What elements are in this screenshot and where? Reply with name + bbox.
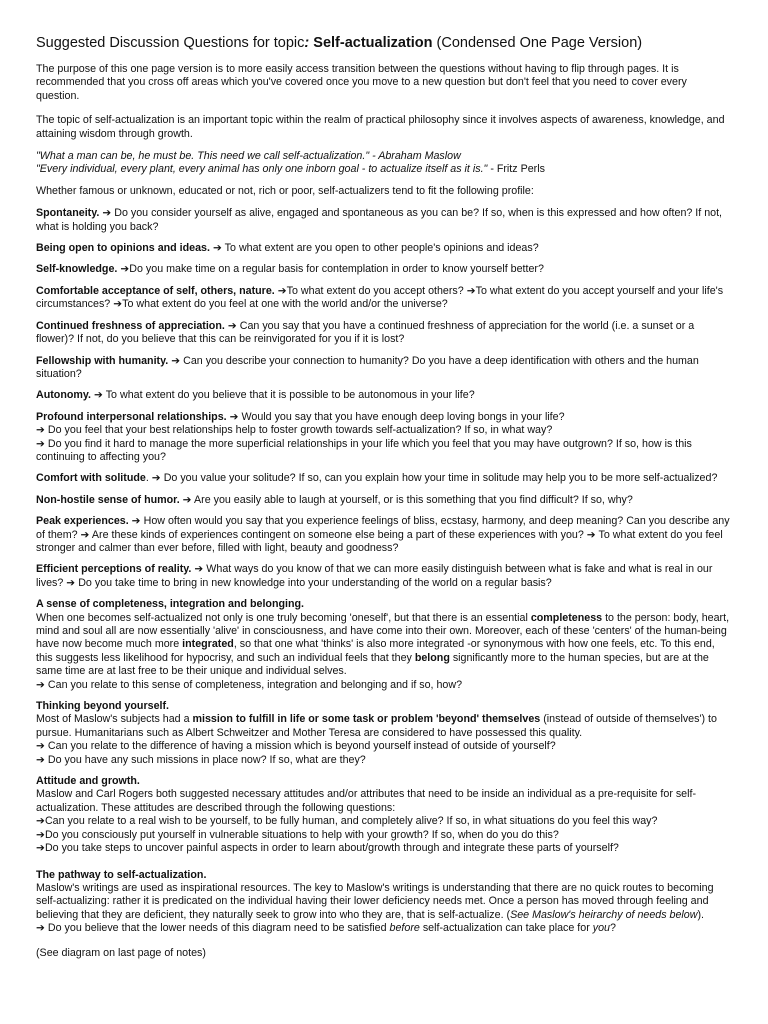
document-title — [36, 34, 732, 52]
quote-maslow — [36, 150, 732, 163]
section-heading: Peak experiences. — [36, 515, 129, 528]
section-text: ). — [697, 908, 704, 921]
section-text: Maslow's writings are used as inspirational resources. The key to Maslow's writings is understanding that there are no quick routes to becoming self-actualizing: rather it is predicated on the individual having their lower deficiency needs met. Once a person has moved through feeling and believing that they are deficient, they naturally seek to grow into who they are, that is self-actualize. ( — [36, 881, 714, 921]
section-pathway — [36, 869, 732, 936]
section-text: Most of Maslow's subjects had a — [36, 713, 193, 726]
section-text: ➔ Can you say that you have a continued freshness of appreciation for the world (i.e. a sunset or a flower)? If not, do you believe that this can be reinvigorated for you if it is lost? — [36, 319, 695, 346]
section-text: ➔ Are you easily able to laugh at yourself, or is this something that you find difficult? If so, why? — [179, 493, 633, 506]
section-perceptions — [36, 563, 732, 590]
question-text: ➔ Do you believe that the lower needs of this diagram need to be satisfied — [36, 922, 390, 935]
section-spontaneity — [36, 207, 732, 234]
question-line: ➔ Do you feel that your best relationships help to foster growth towards self-actualization? If so, in what way? — [36, 424, 553, 437]
section-freshness — [36, 320, 732, 347]
section-open-to-opinions — [36, 242, 732, 255]
quotes-block — [36, 150, 732, 177]
section-heading: Autonomy. — [36, 389, 92, 402]
question-text: ? — [609, 922, 616, 935]
section-relationships — [36, 411, 732, 465]
section-heading: Continued freshness of appreciation. — [36, 319, 225, 332]
section-text: . ➔ Do you value your solitude? If so, can you explain how your time in solitude may help you to be more self-actualized? — [145, 472, 718, 485]
title-topic: Self-actualization — [313, 35, 433, 51]
emphasis-mission: mission to fulfill in life or some task or problem 'beyond' themselves — [192, 713, 541, 726]
emphasis-belong: belong — [414, 651, 450, 664]
section-text: Maslow and Carl Rogers both suggested necessary attitudes and/or attributes that need to be inside an individual as a pre-requisite for self-actualization. These attitudes are described through the following questions: — [36, 788, 697, 814]
profile-intro: Whether famous or unknown, educated or not, rich or poor, self-actualizers tend to fit the following profile: — [36, 184, 534, 197]
question-line: ➔ Can you relate to this sense of completeness, integration and belonging and if so, how? — [36, 678, 463, 691]
section-heading: Non-hostile sense of humor. — [36, 493, 180, 506]
quote-perls — [36, 163, 732, 176]
section-heading: Spontaneity. — [36, 207, 100, 220]
section-text: ➔ What ways do you know of that we can more easily distinguish between what is fake and what is real in our lives? ➔ Do you take time to bring in new knowledge into your understanding of the world on a regular basis? — [36, 563, 713, 589]
section-beyond-yourself — [36, 700, 732, 767]
question-line: ➔ Can you relate to the difference of having a mission which is beyond yourself instead of outside of yourself? — [36, 740, 556, 753]
question-line: ➔Do you consciously put yourself in vulnerable situations to help with your growth? If so, when do you do this? — [36, 828, 559, 841]
question-line — [36, 922, 732, 935]
section-text: ➔ Do you consider yourself as alive, engaged and spontaneous as you can be? If so, when is this expressed and how often? If not, what is holding you back? — [36, 207, 723, 233]
section-fellowship — [36, 355, 732, 382]
question-line: ➔ Do you find it hard to manage the more superficial relationships in your life which you feel that you may have outgrown? If so, how is this continuing to affecting you? — [36, 437, 692, 463]
section-heading: Comfortable acceptance of self, others, nature. — [36, 284, 275, 297]
section-self-knowledge — [36, 263, 732, 276]
question-line: ➔Do you take steps to uncover painful aspects in order to learn about/growth through and integrate these parts of yourself? — [36, 842, 619, 855]
section-text: ➔ How often would you say that you experience feelings of bliss, ecstasy, harmony, and deep meaning? Can you describe any of them? ➔ Are these kinds of experiences contingent on someone else being a part of these experiences with you? ➔ To what extent do you feel stronger and calmer than ever before, filled with light, beauty and goodness? — [36, 515, 730, 554]
section-text: significantly more to the human species, but are at the same time are at last free to be their unique and individual selves. — [36, 651, 709, 678]
question-text: self-actualization can take place for — [419, 922, 593, 935]
question-line: ➔Can you relate to a real wish to be yourself, to be fully human, and completely alive? If so, in what situations do you feel this way? — [36, 815, 658, 828]
question-line: ➔ Do you have any such missions in place now? If so, what are they? — [36, 753, 366, 766]
section-heading: Fellowship with humanity. — [36, 354, 169, 367]
section-text: , so that one what 'thinks' is also more integrated -or synonymous with how one feels, etc. To this end, this suggests less likelihood for hypocrisy, and such an individual feels that they — [36, 638, 715, 664]
section-heading: Self-knowledge. — [36, 263, 118, 276]
section-heading: Comfort with solitude — [36, 472, 146, 485]
section-heading: A sense of completeness, integration and belonging. — [36, 598, 305, 611]
section-attitude-growth — [36, 775, 732, 855]
section-text: (instead of outside of themselves') to pursue. Humanitarians such as Albert Schweitzer and Mother Teresa are considered to have possessed this quality. — [36, 713, 717, 739]
section-text: ➔ To what extent are you open to other people's opinions and ideas? — [209, 242, 539, 255]
section-humor — [36, 494, 732, 507]
emphasis-you: you — [592, 922, 610, 935]
section-completeness — [36, 598, 732, 692]
quote-maslow-text: "What a man can be, he must be. This need we call self-actualization." - Abraham Maslow — [36, 150, 461, 163]
title-prefix: Suggested Discussion Questions for topic — [36, 35, 305, 51]
quote-perls-text: "Every individual, every plant, every animal has only one inborn goal - to actualize itself as it is." — [36, 163, 488, 176]
footer-note: (See diagram on last page of notes) — [36, 946, 206, 959]
section-acceptance — [36, 285, 732, 312]
section-autonomy — [36, 389, 732, 402]
section-heading: Thinking beyond yourself. — [36, 700, 170, 713]
emphasis-before: before — [389, 922, 420, 935]
section-text: ➔Do you make time on a regular basis for contemplation in order to know yourself better? — [117, 263, 544, 276]
section-text: ➔To what extent do you accept others? ➔To what extent do you accept yourself and your life's circumstances? ➔To what extent do you feel at one with the world and/or the universe? — [36, 284, 724, 311]
intro-paragraph-1: The purpose of this one page version is to more easily access transition between the questions without having to flip through pages. It is recommended that you cross off areas which you've covered once you move to a new question but don't feel that you need to cover every question. — [36, 63, 687, 102]
section-heading: Profound interpersonal relationships. — [36, 410, 227, 423]
section-text: ➔ Can you describe your connection to humanity? Do you have a deep identification with others and the human situation? — [36, 354, 699, 380]
section-heading: The pathway to self-actualization. — [36, 868, 207, 881]
intro-paragraph-2: The topic of self-actualization is an important topic within the realm of practical philosophy since it involves aspects of awareness, knowledge, and attaining wisdom through growth. — [36, 114, 725, 140]
section-solitude — [36, 472, 732, 485]
section-text: ➔ To what extent do you believe that it is possible to be autonomous in your life? — [91, 389, 475, 402]
section-heading: Being open to opinions and ideas. — [36, 242, 210, 255]
title-colon: : — [304, 35, 310, 51]
section-heading: Efficient perceptions of reality. — [36, 563, 192, 576]
quote-perls-author: - Fritz Perls — [487, 163, 545, 176]
section-text: to the person: body, heart, mind and soul all are now essentially 'alive' in consciousness, and have come into their own. Moreover, each of these 'centers' of the human-being have now become much more — [36, 611, 730, 651]
section-text: ➔ Would you say that you have enough deep loving bongs in your life? — [226, 410, 565, 423]
section-heading: Attitude and growth. — [36, 775, 140, 788]
title-suffix: (Condensed One Page Version) — [432, 35, 643, 51]
hierarchy-reference: See Maslow's heirarchy of needs below — [510, 908, 698, 921]
section-peak-experiences — [36, 515, 732, 555]
emphasis-integrated: integrated — [182, 638, 234, 651]
section-text: When one becomes self-actualized not only is one truly becoming 'oneself', but that there is an essential — [36, 611, 531, 624]
emphasis-completeness: completeness — [530, 611, 603, 624]
